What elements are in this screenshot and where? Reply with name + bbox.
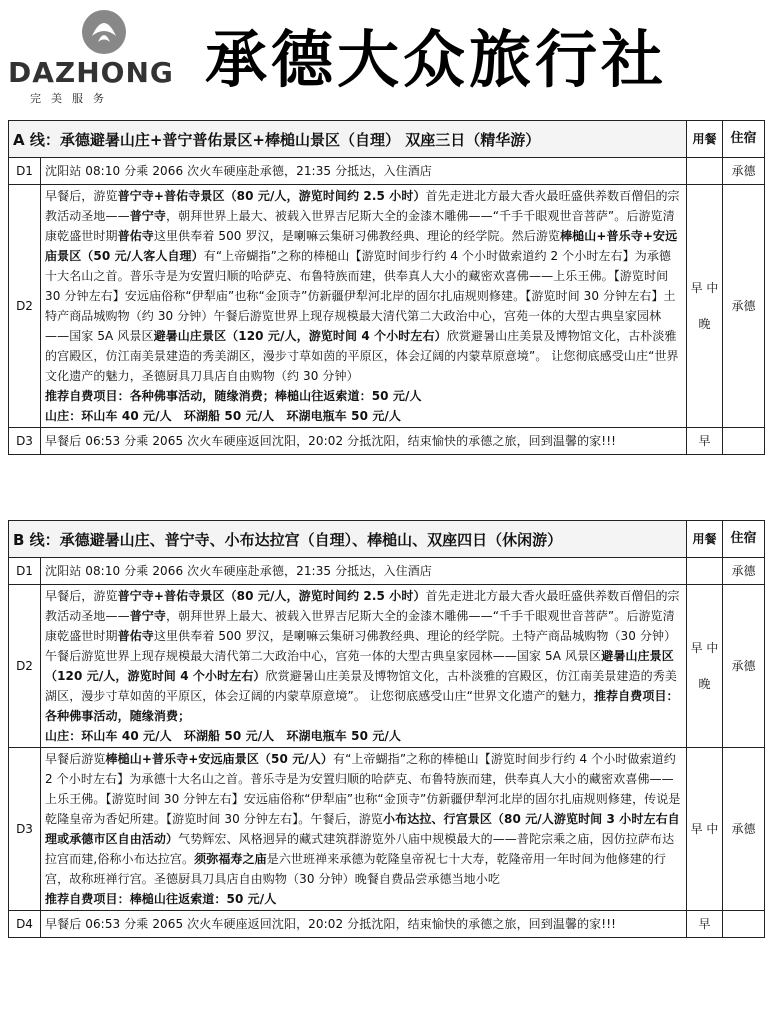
day-description: 早餐后，游览普宁寺+普佑寺景区（80 元/人，游览时间约 2.5 小时）首先走进北方最大香火最旺盛供养数百僧侣的宗教活动圣地——普宁寺，朝拜世界上最大、被载入世界吉尼斯大全的金漆木雕佛——“千手千眼观世音菩萨”。后游览清康乾盛世时期普佑寺这里供奉着 500 罗汉，是喇嘛云集研习佛教经典、理论的经学院。土特产商品城购物（30 分钟）午餐后游览世界上现存规模最大清代第二大政治中心，宫苑一体的大型古典皇家园林——国家 5A 风景区避暑山庄景区（120 元/人，游览时间 4 个小时左右）欣赏避暑山庄美景及博物馆文化，古朴淡雅的宫殿区，仿江南美景建造的秀美湖区，漫步寸草如茵的平原区，体会辽阔的内蒙草原意境”。 让您彻底感受山庄“世界文化遗产的魅力，推荐自费项目：各种佛事活动，随缘消费； 山庄：环山车 40 元/人 环湖船 50 元/人 环湖电瓶车 50 元/人 bbox=[41, 585, 687, 748]
route-a-table bbox=[8, 120, 765, 455]
day-description: 沈阳站 08:10 分乘 2066 次火车硬座赴承德，21:35 分抵达，入住酒店 bbox=[41, 158, 687, 185]
stay-header: 住宿 bbox=[723, 521, 765, 558]
park-fees: 山庄：环山车 40 元/人 环湖船 50 元/人 环湖电瓶车 50 元/人 bbox=[45, 729, 402, 743]
day-label: D2 bbox=[9, 185, 41, 428]
day-label: D1 bbox=[9, 158, 41, 185]
meal-cell bbox=[687, 558, 723, 585]
day-label: D3 bbox=[9, 428, 41, 455]
day-description: 早餐后 06:53 分乘 2065 次火车硬座返回沈阳，20:02 分抵沈阳，结束愉快的承德之旅，回到温馨的家!!! bbox=[41, 428, 687, 455]
meal-cell bbox=[687, 158, 723, 185]
day-label: D2 bbox=[9, 585, 41, 748]
stay-cell: 承德 bbox=[723, 185, 765, 428]
day-description: 沈阳站 08:10 分乘 2066 次火车硬座赴承德，21:35 分抵达，入住酒店 bbox=[41, 558, 687, 585]
logo-text: DAZHONG bbox=[8, 56, 174, 89]
company-name: 承德大众旅行社 bbox=[205, 23, 668, 96]
stay-header: 住宿 bbox=[723, 121, 765, 158]
optional-items: 推荐自费项目：棒槌山往返索道：50 元/人 bbox=[45, 892, 277, 906]
meal-cell: 早 中 晚 bbox=[687, 585, 723, 748]
day-label: D1 bbox=[9, 558, 41, 585]
meal-cell: 早 bbox=[687, 428, 723, 455]
header bbox=[0, 0, 773, 118]
meal-header: 用餐 bbox=[687, 521, 723, 558]
stay-cell bbox=[723, 428, 765, 455]
stay-cell: 承德 bbox=[723, 558, 765, 585]
meal-cell: 早 中 晚 bbox=[687, 185, 723, 428]
day-description: 早餐后 06:53 分乘 2065 次火车硬座返回沈阳，20:02 分抵沈阳，结束愉快的承德之旅，回到温馨的家!!! bbox=[41, 911, 687, 938]
route-b-table bbox=[8, 520, 765, 938]
route-a-title: A 线：承德避暑山庄+普宁普佑景区+棒槌山景区（自理） 双座三日（精华游） bbox=[9, 121, 687, 158]
stay-cell: 承德 bbox=[723, 585, 765, 748]
logo-slogan: 完美服务 bbox=[30, 92, 114, 105]
meal-header: 用餐 bbox=[687, 121, 723, 158]
day-description: 早餐后，游览普宁寺+普佑寺景区（80 元/人，游览时间约 2.5 小时）首先走进北方最大香火最旺盛供养数百僧侣的宗教活动圣地——普宁寺，朝拜世界上最大、被载入世界吉尼斯大全的金漆木雕佛——“千手千眼观世音菩萨”。后游览清康乾盛世时期普佑寺这里供奉着 500 罗汉，是喇嘛云集研习佛教经典、理论的经学院。然后游览棒槌山+普乐寺+安远庙景区（50 元/人客人自理）有“上帝蝴指”之称的棒槌山【游览时间步行约 4 个小时做索道约 2 个小时左右】为承德十大名山之首。普乐寺是为安置归顺的哈萨克、布鲁特族而建，供奉真人大小的藏密欢喜佛——上乐王佛。【游览时间 30 分钟左右】安远庙俗称“伊犁庙”也称“金顶寺”仿新疆伊犁河北岸的固尔扎庙规则修建。【游览时间 30 分钟左右】土特产商品城购物（约 30 分钟）午餐后游览世界上现存规模最大清代第二大政治中心，宫苑一体的大型古典皇家园林——国家 5A 风景区避暑山庄景区（120 元/人，游览时间 4 个小时左右）欣赏避暑山庄美景及博物馆文化，古朴淡雅的宫殿区，仿江南美景建造的秀美湖区，漫步寸草如茵的平原区，体会辽阔的内蒙草原意境”。 让您彻底感受山庄“世界文化遗产的魅力，圣德厨具刀具店自由购物（约 30 分钟） 推荐自费项目：各种佛事活动，随缘消费；棒槌山往返索道：50 元/人 山庄：环山车 40 元/人 环湖船 50 元/人 环湖电瓶车 50 元/人 bbox=[41, 185, 687, 428]
optional-items: 推荐自费项目：各种佛事活动，随缘消费；棒槌山往返索道：50 元/人 bbox=[45, 389, 422, 403]
park-fees: 山庄：环山车 40 元/人 环湖船 50 元/人 环湖电瓶车 50 元/人 bbox=[45, 409, 402, 423]
meal-cell: 早 中 bbox=[687, 748, 723, 911]
stay-cell bbox=[723, 911, 765, 938]
stay-cell: 承德 bbox=[723, 158, 765, 185]
logo-icon bbox=[72, 6, 136, 56]
route-b-title: B 线：承德避暑山庄、普宁寺、小布达拉宫（自理）、棒槌山、双座四日（休闲游） bbox=[9, 521, 687, 558]
day-description: 早餐后游览棒槌山+普乐寺+安远庙景区（50 元/人）有“上帝蝴指”之称的棒槌山【游览时间步行约 4 个小时做索道约 2 个小时左右】为承德十大名山之首。普乐寺是为安置归顺的哈萨克、布鲁特族而建，供奉真人大小的藏密欢喜佛——上乐王佛。【游览时间 30 分钟左右】安远庙俗称“伊犁庙”也称“金顶寺”仿新疆伊犁河北岸的固尔扎庙规则修建，传说是乾隆皇帝为香妃所建。【游览时间 30 分钟左右】。午餐后，游览小布达拉、行宫景区（80 元/人游览时间 3 小时左右自理或承德市区自由活动）气势辉宏、风格迥异的藏式建筑群游览外八庙中规模最大的——普陀宗乘之庙，因仿拉萨布达拉宫而建,俗称小布达拉宫。须弥福寿之庙是六世班禅来承德为乾隆皇帝祝七十大寿，乾隆帝用一年时间为他修建的行宫，故称班禅行宫。圣德厨具刀具店自由购物（30 分钟）晚餐自费品尝承德当地小吃 推荐自费项目：棒槌山往返索道：50 元/人 bbox=[41, 748, 687, 911]
day-label: D4 bbox=[9, 911, 41, 938]
day-label: D3 bbox=[9, 748, 41, 911]
stay-cell: 承德 bbox=[723, 748, 765, 911]
meal-cell: 早 bbox=[687, 911, 723, 938]
